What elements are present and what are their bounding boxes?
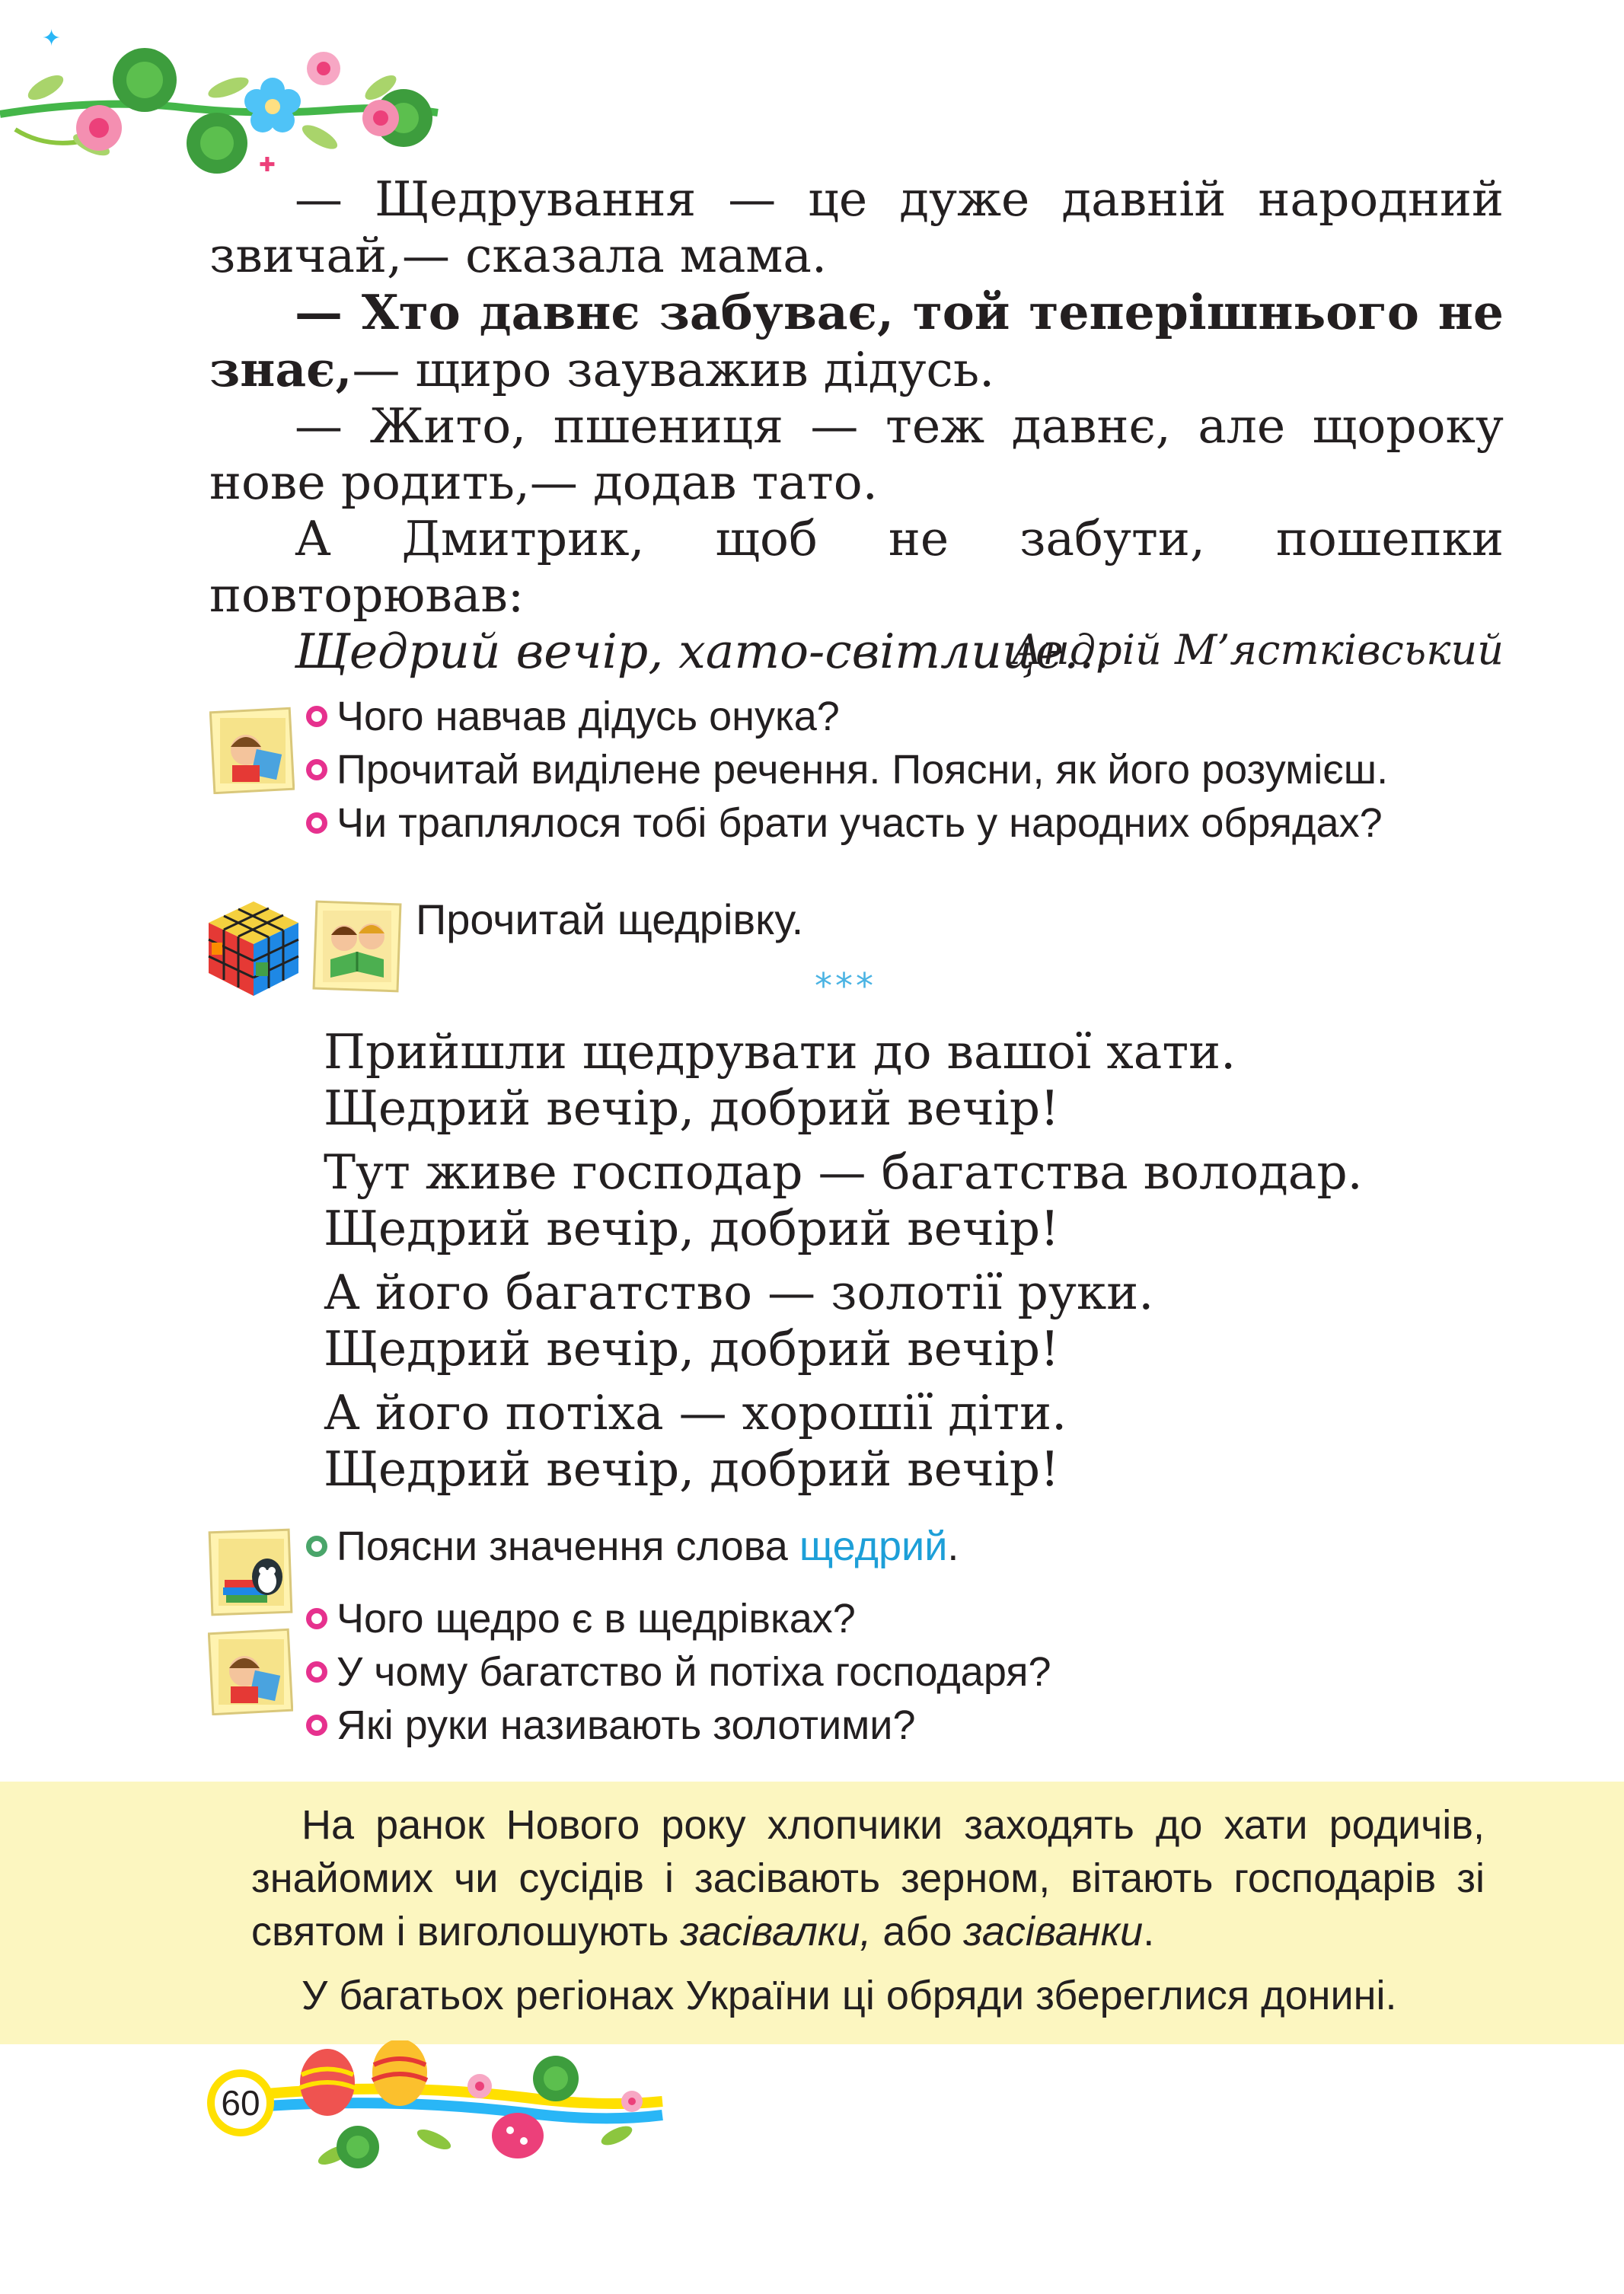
- bullet-icon: [306, 1608, 327, 1629]
- poem: [324, 1024, 1363, 1505]
- poem-separator: ***: [815, 965, 876, 1007]
- info-paragraph: На ранок Нового року хлопчики заходять до хати родичів, знайомих чи сусідів і засівають зерном, вітають господарів зі святом і виголошують засівалки, або засіванки.: [251, 1802, 1485, 1954]
- story-quote: Щедрий вечір, хато-світлице...: [295, 624, 1110, 679]
- poem-line: Щедрий вечір, добрий вечір!: [324, 1080, 1060, 1136]
- question-item: Які руки називають золотими?: [306, 1702, 915, 1749]
- term: засіванки: [963, 1909, 1144, 1954]
- bullet-icon: [306, 706, 327, 727]
- question-item: Чи траплялося тобі брати участь у народних обрядах?: [306, 799, 1383, 847]
- question-icon: [208, 1626, 293, 1715]
- svg-text:✚: ✚: [259, 154, 276, 175]
- highlighted-word: щедрий: [799, 1523, 948, 1569]
- poem-line: А його багатство — золотії руки.: [324, 1265, 1154, 1320]
- story-paragraph: — Щедрування — це дуже давній народний звичай,— сказала мама.: [209, 171, 1504, 283]
- poem-stanza: [324, 1144, 1363, 1257]
- question-item: Прочитай виділене речення. Поясни, як його розумієш.: [306, 746, 1388, 793]
- poem-stanza: [324, 1385, 1363, 1498]
- highlighted-sentence: — Хто давнє забуває, той теперішнього не знає,: [209, 284, 1504, 397]
- rubik-cube-icon: [204, 897, 303, 1000]
- poem-stanza: [324, 1265, 1363, 1377]
- bullet-icon: [306, 1715, 327, 1736]
- task-prompt: Прочитай щедрівку.: [416, 895, 804, 943]
- poem-line: Прийшли щедрувати до вашої хати.: [324, 1024, 1236, 1080]
- poem-line: Щедрий вечір, добрий вечір!: [324, 1201, 1060, 1256]
- floral-vine-decoration: [0, 15, 449, 175]
- author-name: Андрій М’ястківський: [1011, 626, 1504, 674]
- bullet-icon: [306, 759, 327, 780]
- question-item: У чому багатство й потіха господаря?: [306, 1648, 1051, 1696]
- page-number: 60: [207, 2069, 274, 2136]
- svg-text:✦: ✦: [42, 25, 62, 52]
- vocabulary-task-icon: [208, 1527, 293, 1616]
- easter-egg-decoration: [206, 2040, 678, 2178]
- info-text: [251, 1798, 1485, 2022]
- poem-line: Щедрий вечір, добрий вечір!: [324, 1441, 1060, 1497]
- question-item: Поясни значення слова щедрий .: [306, 1523, 959, 1570]
- bullet-icon: [306, 1661, 327, 1683]
- question-icon: [209, 704, 295, 794]
- poem-stanza: [324, 1024, 1363, 1137]
- question-item: Чого щедро є в щедрівках?: [306, 1595, 856, 1642]
- bullet-icon: [306, 1536, 327, 1557]
- bullet-icon: [306, 812, 327, 834]
- poem-line: Щедрий вечір, добрий вечір!: [324, 1321, 1060, 1377]
- reading-kids-icon: [312, 898, 402, 994]
- info-paragraph: У багатьох регіонах України ці обряди збереглися донині.: [302, 1973, 1397, 2018]
- poem-line: Тут живе господар — багатства володар.: [324, 1144, 1363, 1200]
- story-paragraph: А Дмитрик, щоб не забути, пошепки повторював:: [209, 511, 1504, 623]
- term: засівалки,: [680, 1909, 872, 1954]
- poem-line: А його потіха — хорошії діти.: [324, 1385, 1067, 1441]
- story-paragraph: — Хто давнє забуває, той теперішнього не знає,— щиро зауважив дідусь.: [209, 284, 1504, 397]
- story-paragraph: — Жито, пшениця — теж давнє, але щороку нове родить,— додав тато.: [209, 398, 1504, 510]
- story-text: [209, 171, 1504, 680]
- question-item: Чого навчав дідусь онука?: [306, 693, 840, 740]
